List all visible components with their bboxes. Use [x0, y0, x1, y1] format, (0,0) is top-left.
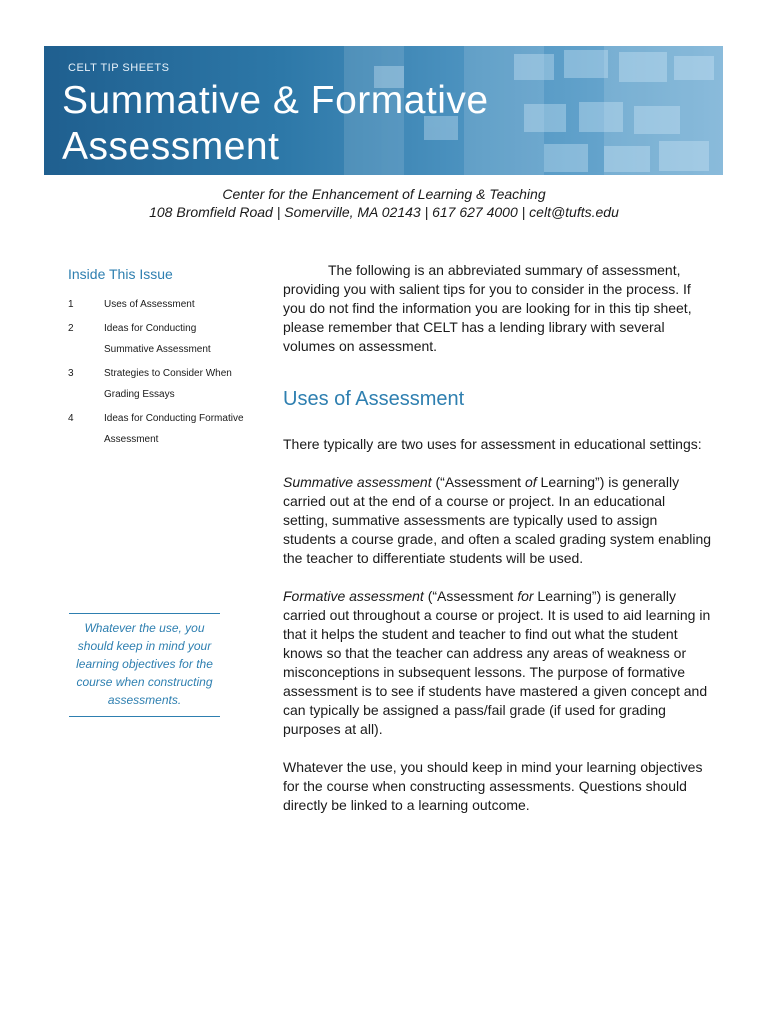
masthead — [0, 185, 768, 221]
toc-item[interactable] — [68, 363, 248, 405]
page-title: Summative & Formative Assessment — [62, 79, 489, 168]
formative-paragraph — [283, 587, 713, 739]
summative-paren-open: (“Assessment — [431, 474, 525, 490]
toc-heading: Inside This Issue — [68, 266, 173, 282]
formative-emphasis: for — [517, 588, 534, 604]
toc-item[interactable] — [68, 318, 248, 360]
closing-paragraph: Whatever the use, you should keep in mind your learning objectives for the course when constructing assessments. Questions should directly be linked to a learning outcome. — [283, 759, 703, 813]
toc-number: 2 — [68, 323, 74, 334]
toc-number: 4 — [68, 413, 74, 424]
toc-item[interactable] — [68, 408, 248, 450]
toc-label: Strategies to Consider When Grading Essays — [104, 368, 232, 400]
formative-paren-open: (“Assessment — [423, 588, 518, 604]
toc-item[interactable] — [68, 294, 248, 315]
organization-name: Center for the Enhancement of Learning & Teaching — [222, 186, 546, 202]
toc-number: 3 — [68, 368, 74, 379]
toc-number: 1 — [68, 299, 74, 310]
uses-intro-paragraph: There typically are two uses for assessment in educational settings: — [283, 436, 702, 452]
main-content — [283, 261, 713, 815]
toc-label: Uses of Assessment — [104, 299, 195, 310]
intro-paragraph: The following is an abbreviated summary of assessment, providing you with salient tips for you to consider in the process. If you do not find the information you are looking for in this tip sheet, please remember that CELT has a lending library with several volumes on assessment. — [283, 262, 692, 354]
formative-body: Learning”) is generally carried out throughout a course or project. It is used to aid learning in that it helps the student and teacher to find out what the student knows so that the teacher can address any areas of weakness or misconceptions in subsequent lessons. The purpose of formative assessment is to see if students have mastered a given concept and can typically be assigned a pass/fail grade (if used for grading purposes at all). — [283, 588, 711, 737]
header-banner — [44, 46, 723, 175]
toc-label: Ideas for Conducting Summative Assessment — [104, 323, 211, 355]
pull-quote: Whatever the use, you should keep in mind your learning objectives for the course when constructing assessments. — [69, 613, 220, 717]
toc-label: Ideas for Conducting Formative Assessment — [104, 413, 244, 445]
formative-term: Formative assessment — [283, 588, 424, 604]
summative-emphasis: of — [524, 474, 537, 490]
summative-body: Learning”) is generally carried out at the end of a course or project. In an educational setting, summative assessments are typically used to assign students a course grade, and often a scaled grading system enabling the teacher to differentiate students will be used. — [283, 474, 712, 566]
summative-term: Summative assessment — [283, 474, 432, 490]
summative-paragraph — [283, 473, 713, 568]
sidebar — [68, 266, 248, 453]
kicker-label: CELT TIP SHEETS — [68, 62, 170, 74]
section-title: Uses of Assessment — [283, 388, 465, 410]
contact-info: 108 Bromfield Road | Somerville, MA 02143 | 617 627 4000 | celt@tufts.edu — [149, 204, 619, 220]
